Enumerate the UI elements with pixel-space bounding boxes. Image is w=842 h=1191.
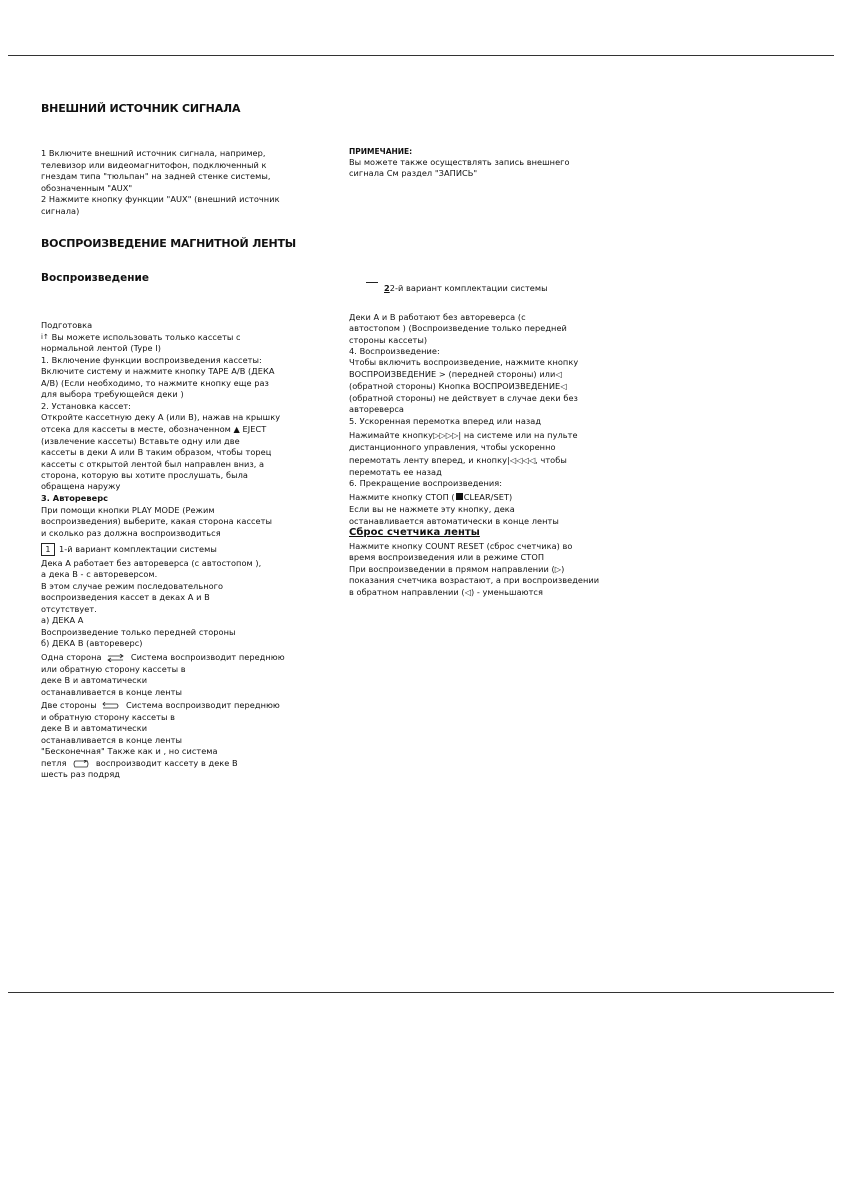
hint-line [41,332,241,343]
left-line: воспроизведения) выберите, какая сторона кассеты [41,516,272,526]
left-line: A/B) (Если необходимо, то нажмите кнопку еще раз [41,378,269,388]
left-line2: а дека B - с автореверсом. [41,569,158,579]
one-side-rest: останавливается в конце ленты [41,687,182,697]
stop-rest: останавливается автоматически в конце ленты [349,516,559,526]
left-line: При помощи кнопки PLAY MODE (Режим [41,505,215,515]
stop-label: CLEAR/SET) [463,492,513,502]
prep-label: Подготовка [41,320,93,330]
left-line2: б) ДЕКА B (автореверс) [41,638,143,648]
left-line: 1. Включение функции воспроизведения кассеты: [41,355,262,365]
right-line: Деки A и B работают без автореверса (с [349,312,526,322]
left-line: нормальной лентой (Type I) [41,343,161,353]
one-side-label: Одна сторона [41,652,102,662]
two-sides-rest: и обратную сторону кассеты в [41,712,176,722]
two-sides-text: Система воспроизводит переднюю [126,700,280,710]
endless-line: "Бесконечная" Также как и , но система [41,746,218,756]
right-line: 4. Воспроизведение: [349,346,440,356]
one-side-arrow-icon [107,654,125,662]
variant1-box: 1 [41,543,55,556]
left-line: Включите систему и нажмите кнопку TAPE A/B (ДЕКА [41,366,275,376]
bottom-rule [8,992,834,993]
left-line: обращена наружу [41,481,121,491]
rew-rest: 6. Прекращение воспроизведения: [349,478,503,488]
ff-line: Нажимайте кнопку▷▷▷▷| на системе или на пульте [349,430,578,440]
one-side-rest: деке B и автоматически [41,675,148,685]
left-line: 2. Установка кассет: [41,401,131,411]
note-title: ПРИМЕЧАНИЕ: [349,147,413,156]
right-line: автостопом ) (Воспроизведение только передней [349,323,567,333]
variant2-box: 2 [384,283,390,293]
left-line: кассеты в деки A или B таким образом, чтобы торец [41,447,272,457]
counter-line: показания счетчика возрастают, а при воспроизведении [349,575,600,585]
two-sides-rest: деке B и автоматически [41,723,148,733]
eject-icon: ▲ [233,424,240,434]
aux-line: гнездам типа "тюльпан" на задней стенке системы, [41,171,271,181]
one-side-line [41,652,285,663]
counter-line: Нажмите кнопку COUNT RESET (сброс счетчика) во [349,541,573,551]
aux-line: 1 Включите внешний источник сигнала, например, [41,148,266,158]
heading-tape: ВОСПРОИЗВЕДЕНИЕ МАГНИТНОЙ ЛЕНТЫ [41,237,296,250]
left-line2: отсутствует. [41,604,97,614]
one-side-text: Система воспроизводит переднюю [130,652,285,662]
endless-loop-line [41,758,238,769]
aux-line: сигнала) [41,206,80,216]
stop-rest: Если вы не нажмете эту кнопку, дека [349,504,515,514]
variant2-text: 2-й вариант комплектации системы [389,283,548,293]
two-sides-arrow-icon [102,702,120,710]
top-rule [8,55,834,56]
right-line: (обратной стороны) Кнопка ВОСПРОИЗВЕДЕНИЕ◁ [349,381,567,391]
left-line: 3. Автореверс [41,493,109,503]
right-line: стороны кассеты) [349,335,428,345]
note-line: Вы можете также осуществлять запись внешнего [349,157,570,167]
left-line: отсека для кассеты в месте, обозначенном [41,424,231,434]
dash-mark [366,282,378,283]
variant1-text: 1-й вариант комплектации системы [59,544,217,554]
endless-line: шесть раз подряд [41,769,121,779]
eject-line [41,424,266,435]
two-sides-label: Две стороны [41,700,97,710]
left-line: для выбора требующейся деки ) [41,389,184,399]
counter-line: время воспроизведения или в режиме СТОП [349,552,545,562]
stop-square-icon [456,493,463,500]
stop-text: Нажмите кнопку СТОП ( [349,492,455,502]
counter-heading: Сброс счетчика ленты [349,527,480,538]
counter-line: в обратном направлении (◁) - уменьшаются [349,587,543,597]
counter-line: При воспроизведении в прямом направлении (▷) [349,564,565,574]
right-line: (обратной стороны) не действует в случае деки без [349,393,578,403]
endless-label: петля [41,758,67,768]
aux-line: телевизор или видеомагнитофон, подключенный к [41,160,267,170]
left-line2: Воспроизведение только передней стороны [41,627,236,637]
left-line: Откройте кассетную деку A (или B), нажав на крышку [41,412,281,422]
aux-line: 2 Нажмите кнопку функции "AUX" (внешний источник [41,194,280,204]
one-side-rest: или обратную сторону кассеты в [41,664,186,674]
heading-aux: ВНЕШНИЙ ИСТОЧНИК СИГНАЛА [41,102,241,115]
stop-line [349,492,512,503]
hint-icon: i↑ [41,333,49,341]
left-line: Вы можете использовать только кассеты с [51,332,241,342]
rew-rest: перемотать ее назад [349,467,442,477]
variant1-label [41,543,217,556]
left-line: (извлечение кассеты) Вставьте одну или две [41,436,240,446]
note-line: сигнала См раздел "ЗАПИСЬ" [349,168,478,178]
variant2-label [384,283,548,294]
right-line: ВОСПРОИЗВЕДЕНИЕ > (передней стороны) или◁ [349,369,562,379]
eject-label: EJECT [242,424,267,434]
left-line: сторона, которую вы хотите прослушать, была [41,470,248,480]
right-line: автореверса [349,404,404,414]
left-line2: а) ДЕКА A [41,615,84,625]
right-line: Чтобы включить воспроизведение, нажмите кнопку [349,357,579,367]
ff-line: дистанционного управления, чтобы ускоренно [349,442,556,452]
left-line2: Дека A работает без автореверса (с автостопом ), [41,558,262,568]
left-line2: воспроизведения кассет в деках A и B [41,592,210,602]
rew-line: перемотать ленту вперед, и кнопку|◁◁◁◁, чтобы [349,455,567,465]
endless-text: воспроизводит кассету в деке B [95,758,238,768]
left-line: кассеты с открытой лентой был направлен вниз, а [41,459,265,469]
endless-loop-icon [72,760,90,768]
two-sides-line [41,700,280,711]
two-sides-rest: останавливается в конце ленты [41,735,182,745]
left-line2: В этом случае режим последовательного [41,581,224,591]
right-line: 5. Ускоренная перемотка вперед или назад [349,416,542,426]
subheading-play: Воспроизведение [41,272,149,284]
left-line: и сколько раз должна воспроизводиться [41,528,221,538]
aux-line: обозначенным "AUX" [41,183,133,193]
